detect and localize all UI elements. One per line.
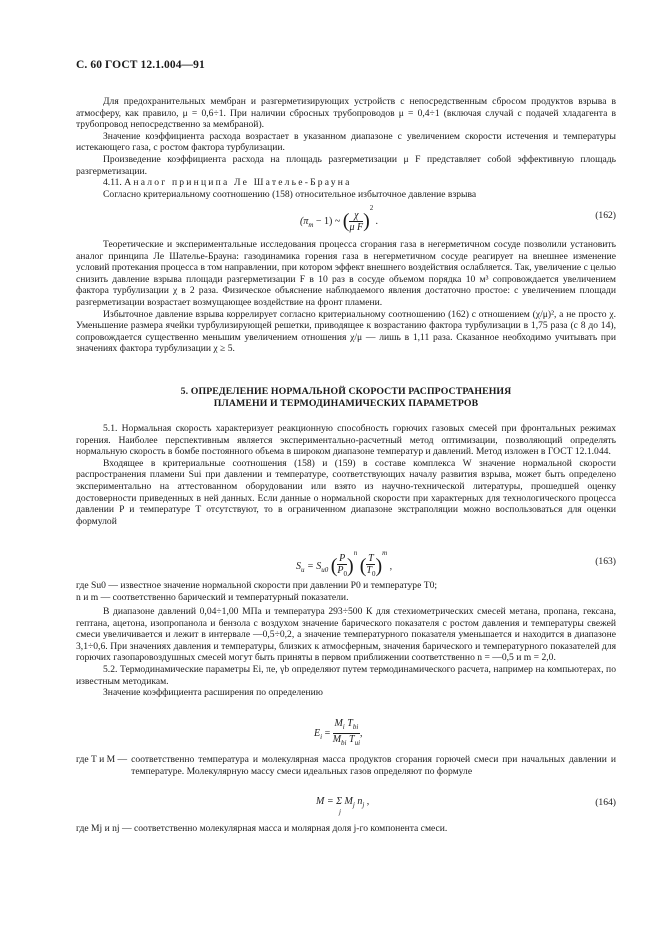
paragraph-text: Значение коэффициента расширения по определению: [103, 687, 323, 699]
heading-line: ПЛАМЕНИ И ТЕРМОДИНАМИЧЕСКИХ ПАРАМЕТРОВ: [213, 398, 479, 409]
equation-number-164: (164): [595, 797, 616, 808]
where-label: где T и M —: [76, 754, 128, 765]
section-5-heading: [76, 386, 616, 410]
where-block-expansion: [76, 754, 616, 777]
equation-number-163: (163): [595, 556, 616, 567]
equation-number-162: (162): [595, 210, 616, 221]
paragraph-text: 5.1. Нормальная скорость характеризует реакционную способность горючих газовых смесей при фронтальных режимах горения. Наиболее перспективным является экспериментально-расчетный метод оптимизации, позволяющий определять нормальную скорость в бомбе постоянного объема в широком диапазоне температур и давлений. Метод изложен в ГОСТ 12.1.044.: [76, 423, 616, 458]
where-text: соответственно температура и молекулярная масса продуктов сгорания горючей смеси при начальных давлении и температуре. Молекулярную массу смеси идеальных газов определяют по формуле: [131, 754, 616, 777]
paragraph-normal-speed: [76, 423, 616, 527]
equation-163: $S_u = S_{u0}$ ( $\frac{P}{P_0}$ )$^n$ ( $\frac{T}{T_0}$ )$^m$ ,: [296, 549, 393, 579]
paragraph-range: [76, 606, 616, 699]
where-line: где Mj и nj — соответственно молекулярная масса и молярная доля j-го компонента смеси.: [76, 823, 448, 834]
where-hanging: [76, 754, 616, 777]
page-header: С. 60 ГОСТ 12.1.004—91: [76, 59, 205, 71]
equation-expansion: $E_i$ = $\frac{M_i T_{bi}}{M_{bi} T_{ui}}$ ,: [314, 718, 363, 747]
equation-162: $(\pi_m - 1)$ ~ ( $\frac{\chi}{\text{μ F}}$ )$^2$ .: [300, 204, 379, 234]
paragraph-text: Значение коэффициента расхода возрастает в указанном диапазоне с увеличением скорости истечения и температуры истекающего газа, с ростом фактора турбулизации.: [76, 130, 616, 154]
paragraph-text: Теоретические и экспериментальные исследования процесса сгорания газа в негерметичном сосуде позволили установить аналог принципа Ле Шателье-Брауна: газодинамика горения газа в негерметичном сосуде реагирует на внешнее изменение условий протекания процесса в том направлении, при котором эффект внешнего воздействия ослабляется. Так, увеличение с целью снизить давление взрыва площади разгерметизации F в 10 раз в сосуде объемом порядка 10 м³ сопровождается увеличением фактора турбулизации χ в 2 раза. Физическое объяснение наблюдаемого явления достаточно простое: с увеличением площади разгерметизации возрастает возмущающее воздействие на фронт пламени.: [76, 239, 616, 308]
paragraph-text: Согласно критериальному соотношению (158) относительное избыточное давление взрыва: [103, 188, 477, 200]
where-block-163: [76, 580, 616, 603]
clause-number: 4.11.: [103, 177, 122, 189]
paragraph-membranes: [76, 96, 616, 200]
heading-line: 5. ОПРЕДЕЛЕНИЕ НОРМАЛЬНОЙ СКОРОСТИ РАСПРОСТРАНЕНИЯ: [180, 386, 512, 397]
paragraph-text: 5.2. Термодинамические параметры Ei, πe, γb определяют путем термодинамического расчета, например на компьютерах, по известным методикам.: [76, 663, 616, 687]
clause-title: Аналог принципа Ле Шателье-Брауна: [124, 177, 352, 189]
paragraph-text: Произведение коэффициента расхода на площадь разгерметизации μ F представляет собой эффективную площадь разгерметизации.: [76, 153, 616, 177]
paragraph-text: Избыточное давление взрыва коррелирует согласно критериальному соотношению (162) с отношением (χ/μ)², а не просто χ. Уменьшение размера ячейки турбулизирующей решетки, приводящее к возрастанию фактора турбулизации в 1,75 раза (с 8 до 14), сопровождается существенно меньшим увеличением отношения χ/μ — лишь в 1,11 раза. Сказанное необходимо учитывать при значениях фактора турбулизации χ ≥ 5.: [76, 308, 616, 355]
paragraph-le-chatelier: [76, 239, 616, 355]
paragraph-text: Входящее в критериальные соотношения (158) и (159) в составе комплекса W значение нормальной скорости распространения пламени Sui при давлении и температуре, соответствующих началу развития взрыва, может быть определено экспериментально на аттестованном оборудовании или взято из научно-технической литературы, прошедшей оценку достоверности приведенных в ней данных. Если данные о нормальной скорости при характерных для технологического процесса давлении P и температуре T отсутствуют, то в ограниченном диапазоне экстраполяции можно воспользоваться для оценки формулой: [76, 457, 616, 527]
where-line: n и m — соответственно барический и температурный показатели.: [76, 591, 349, 603]
equation-164: M = Σ $M_j$ $n_j$ , j: [316, 796, 370, 816]
where-block-164: [76, 823, 616, 835]
where-line: где Su0 — известное значение нормальной скорости при давлении P0 и температуре T0;: [76, 580, 438, 591]
paragraph-text: Для предохранительных мембран и разгерметизирующих устройств с непосредственным сбросом продуктов взрыва в атмосферу, как правило, μ = 0,6÷1. При наличии сбросных трубопроводов μ = 0,4÷1 (включая случай с подачей хладагента в трубопровод непосредственно за мембраной).: [76, 96, 616, 131]
paragraph-text: В диапазоне давлений 0,04÷1,00 МПа и температура 293÷500 К для стехиометрических смесей метана, пропана, гексана, гептана, ацетона, изопропанола и бензола с воздухом значение барического показателя с ростом давления и температуры свежей смеси увеличивается и лежит в интервале —0,5÷0,2, а значение температурного показателя уменьшается и находится в диапазоне 3,1÷0,6. При значениях давления и температуры, близких к атмосферным, значения барического и температурного показателей для горючих газопаровоздушных смесей могут быть приняты в первом приближении соответственно n = —0,5 и m = 2,0.: [76, 606, 616, 664]
section-4-11: [76, 177, 616, 189]
